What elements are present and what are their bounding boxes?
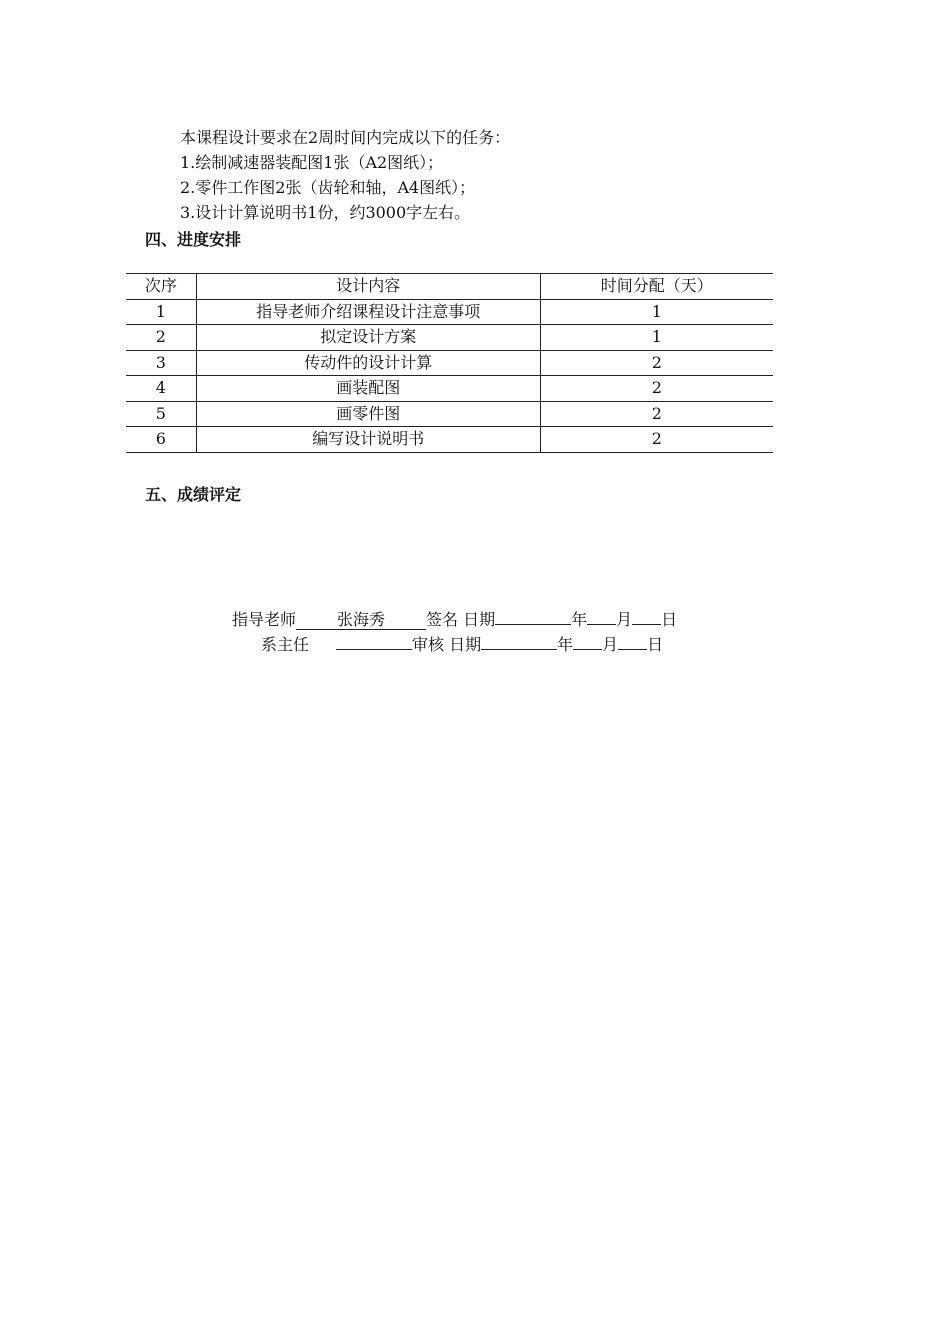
director-signature-line [261,630,663,656]
cell-order: 1 [126,299,196,325]
cell-content: 画零件图 [196,401,540,427]
sign-label: 签名 [426,610,459,629]
advisor-name-field[interactable]: 张海秀 [296,610,426,630]
year-label: 年 [571,610,588,629]
director-label: 系主任 [261,635,310,654]
section-heading-grading: 五、成绩评定 [145,485,242,504]
cell-order: 2 [126,325,196,351]
cell-content: 画装配图 [196,376,540,402]
cell-days: 2 [540,376,773,402]
advisor-label: 指导老师 [232,610,297,629]
cell-content: 指导老师介绍课程设计注意事项 [196,299,540,325]
cell-days: 2 [540,350,773,376]
task-item-1: 1.绘制减速器装配图1张（A2图纸）； [180,153,444,172]
advisor-month-field[interactable] [587,605,616,625]
column-header-days: 时间分配（天） [540,274,773,300]
advisor-year-field[interactable] [495,605,571,625]
year-label: 年 [557,635,574,654]
advisor-day-field[interactable] [632,605,661,625]
cell-days: 1 [540,325,773,351]
table-row [126,376,773,402]
cell-days: 1 [540,299,773,325]
table-row [126,427,773,453]
director-year-field[interactable] [481,630,557,650]
cell-content: 传动件的设计计算 [196,350,540,376]
cell-order: 4 [126,376,196,402]
section-heading-schedule: 四、进度安排 [145,230,242,249]
director-name-field[interactable] [336,630,412,650]
cell-days: 2 [540,401,773,427]
day-label: 日 [661,610,678,629]
cell-order: 3 [126,350,196,376]
director-month-field[interactable] [573,630,602,650]
table-header-row [126,274,773,300]
advisor-signature-line [232,605,677,631]
day-label: 日 [647,635,664,654]
cell-content: 拟定设计方案 [196,325,540,351]
tasks-intro: 本课程设计要求在2周时间内完成以下的任务： [180,128,511,147]
table-row [126,350,773,376]
task-item-2: 2.零件工作图2张（齿轮和轴，A4图纸）； [180,178,476,197]
date-label: 日期 [463,610,496,629]
schedule-table [126,273,773,453]
month-label: 月 [616,610,633,629]
date-label: 日期 [449,635,482,654]
cell-order: 6 [126,427,196,453]
task-item-3: 3.设计计算说明书1份，约3000字左右。 [180,203,471,222]
table-row [126,299,773,325]
review-label: 审核 [412,635,445,654]
column-header-content: 设计内容 [196,274,540,300]
column-header-order: 次序 [126,274,196,300]
director-day-field[interactable] [618,630,647,650]
cell-content: 编写设计说明书 [196,427,540,453]
month-label: 月 [602,635,619,654]
cell-order: 5 [126,401,196,427]
table-row [126,325,773,351]
table-row [126,401,773,427]
cell-days: 2 [540,427,773,453]
